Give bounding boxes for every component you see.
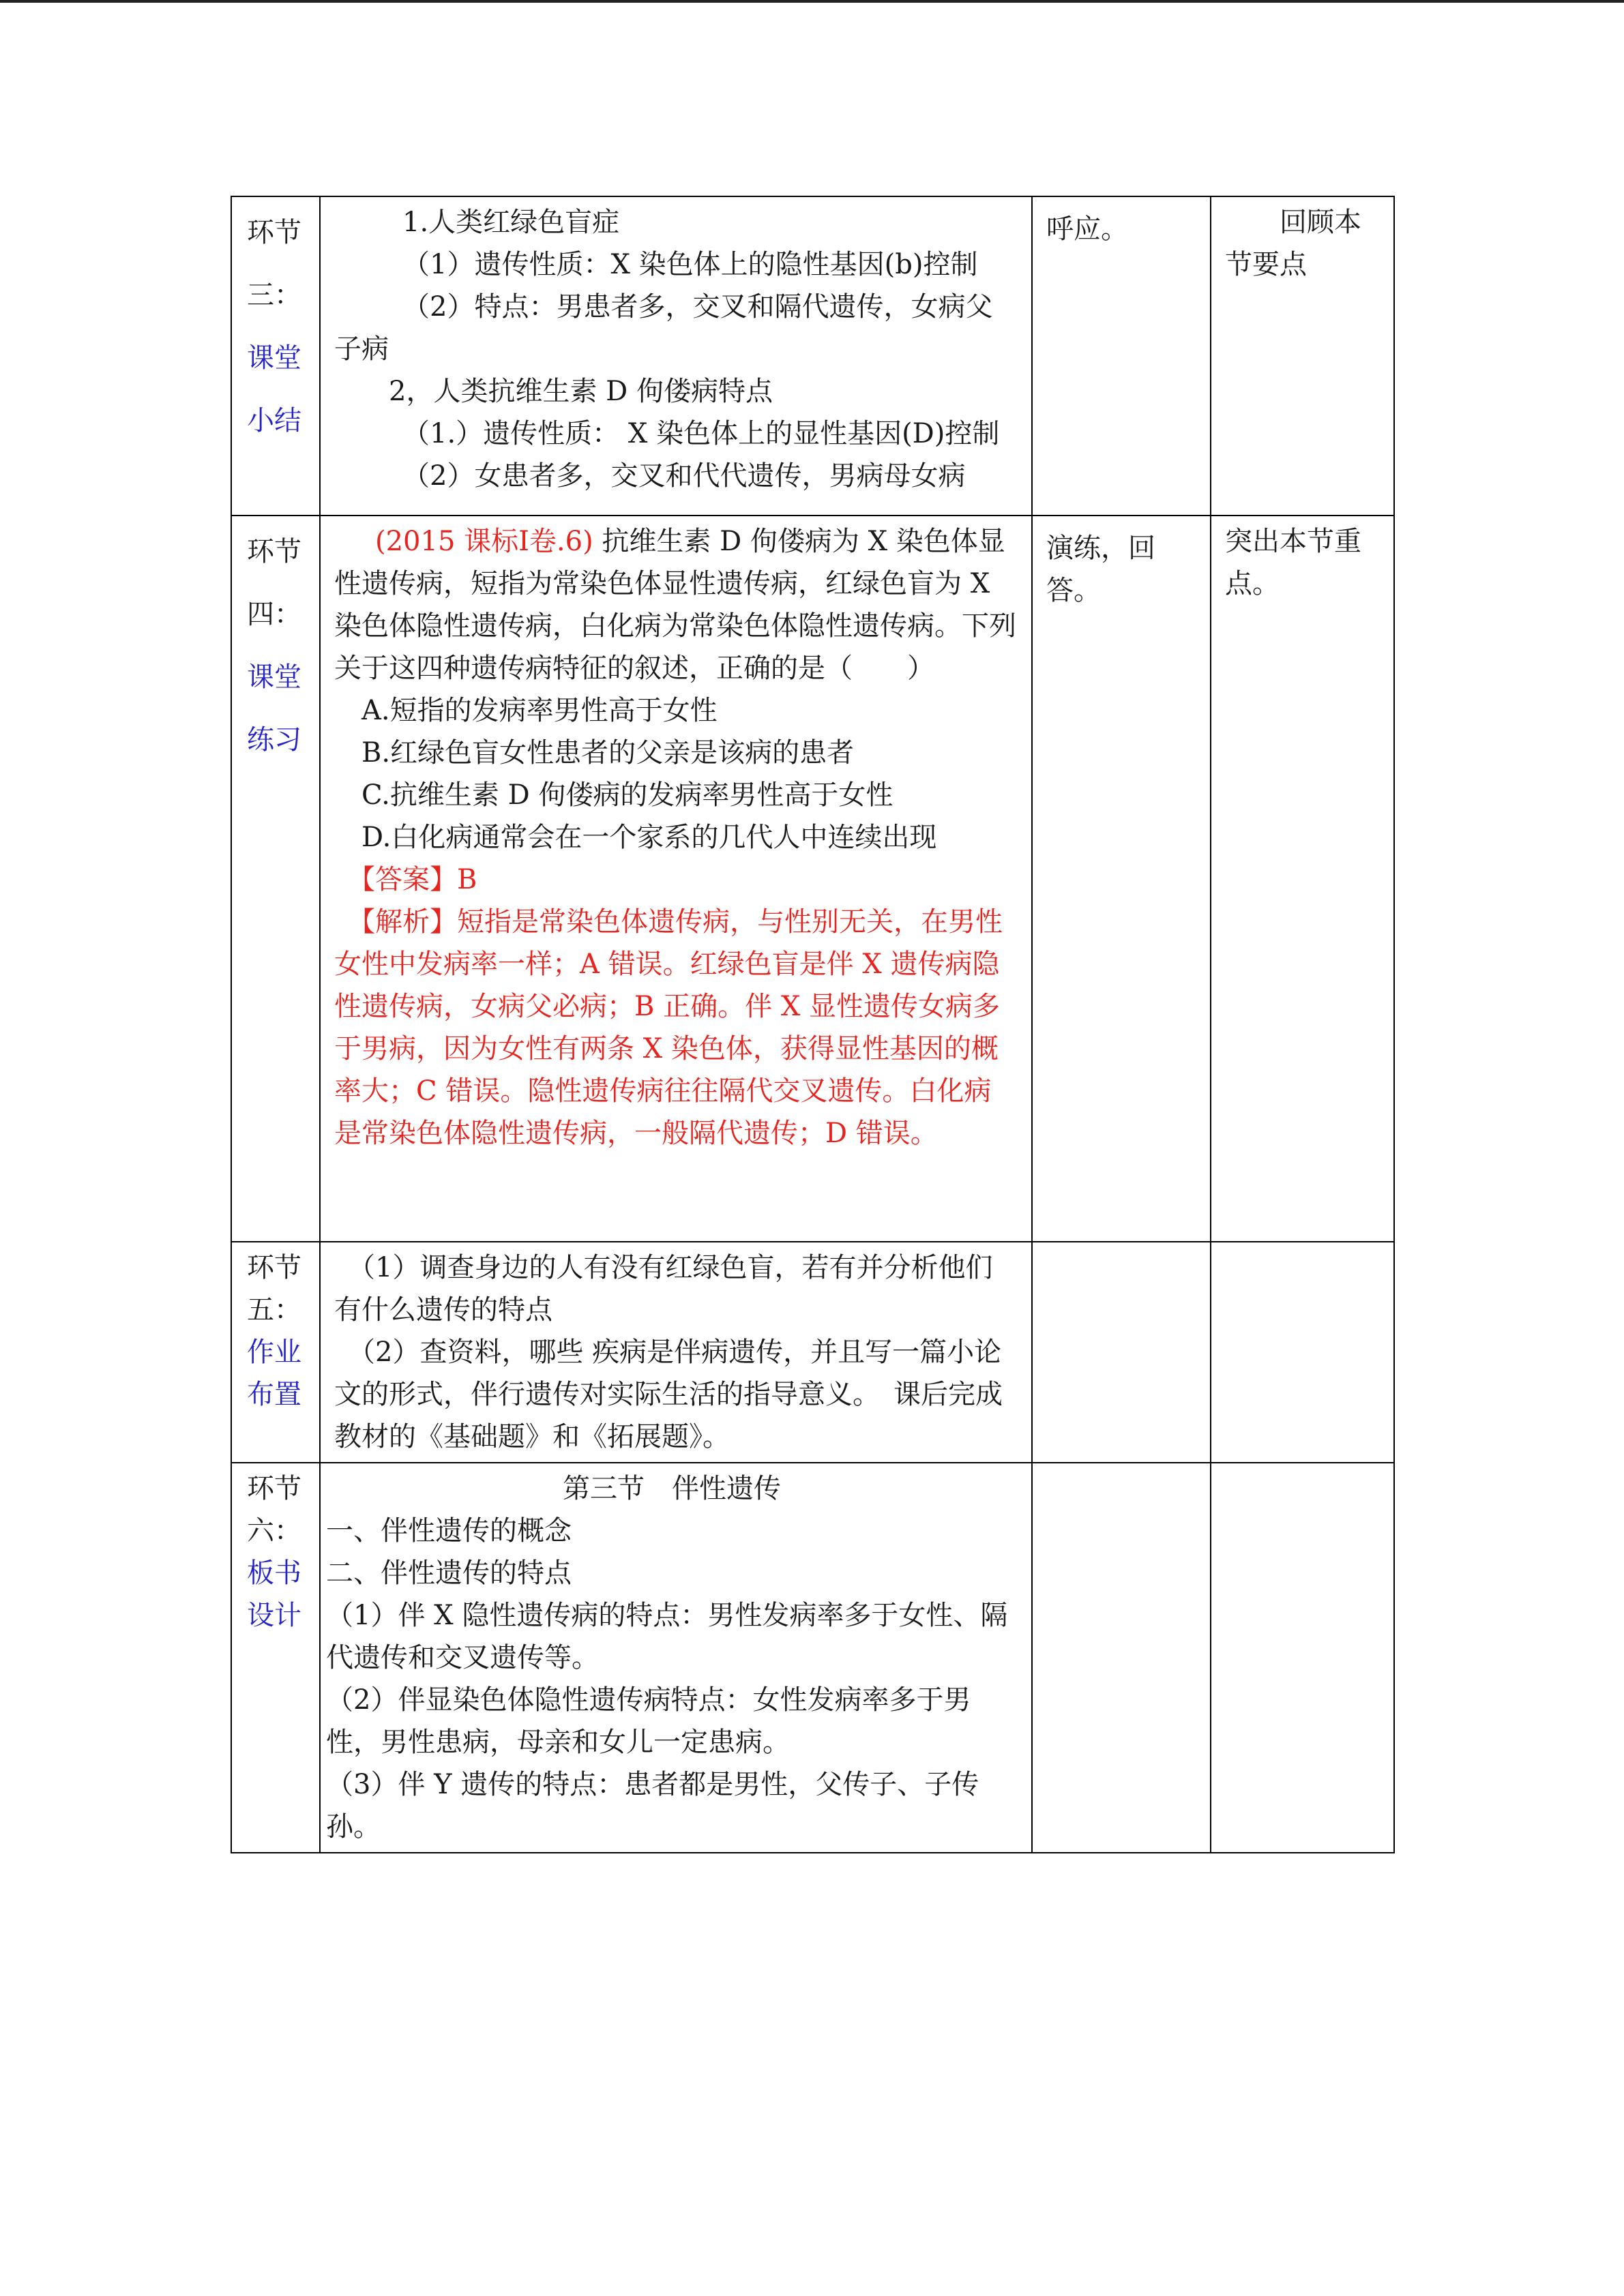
table-row — [231, 1463, 1394, 1853]
student-activity-cell — [1032, 1463, 1211, 1853]
option-line: B.红绿色盲女性患者的父亲是该病的患者 — [361, 737, 855, 769]
top-border-line — [0, 0, 1624, 3]
option-line: C.抗维生素 D 佝偻病的发病率男性高于女性 — [361, 779, 894, 811]
stage-title: 小结 — [247, 405, 301, 436]
stage-label: 三： — [247, 280, 301, 311]
content-line: （2）伴显染色体隐性遗传病特点：女性发病率多于男性，男性患病，母亲和女儿一定患病。 — [326, 1684, 971, 1758]
content-line: 二、伴性遗传的特点 — [326, 1557, 572, 1589]
content-line: （2）特点：男患者多，交叉和隔代遗传，女病父子病 — [334, 291, 993, 365]
content-cell — [320, 1463, 1032, 1853]
content-cell — [320, 516, 1032, 1242]
content-line: 一、伴性遗传的概念 — [326, 1515, 572, 1547]
content-line: （1.）遗传性质： X 染色体上的显性基因(D)控制 — [402, 418, 1000, 449]
option-line: A.短指的发病率男性高于女性 — [361, 695, 718, 726]
stage-label: 六： — [247, 1515, 301, 1547]
table-row — [231, 516, 1394, 1242]
content-line: （2）查资料，哪些 疾病是伴病遗传，并且写一篇小论文的形式，伴行遗传对实际生活的指导意义。 课后完成教材的《基础题》和《拓展题》。 — [334, 1337, 1003, 1452]
student-activity-cell — [1032, 516, 1211, 1242]
board-heading: 第三节 伴性遗传 — [563, 1473, 781, 1504]
student-activity-cell — [1032, 1242, 1211, 1463]
student-activity-text: 呼应。 — [1046, 213, 1128, 245]
stage-title: 课堂 — [247, 342, 301, 374]
stage-title: 课堂 — [247, 661, 301, 693]
analysis-paragraph: 【解析】短指是常染色体遗传病，与性别无关，在男性女性中发病率一样；A 错误。红绿色盲是伴 X 遗传病隐性遗传病，女病父必病；B 正确。伴 X 显性遗传女病多于男病，因为女性有两条 X 染色体，获得显性基因的概率大；C 错误。隐性遗传病往往隔代交叉遗传。白化病是常染色体隐性遗传病，一般隔代遗传；D 错误。 — [334, 906, 1003, 1149]
question-stem: 抗维生素 D 佝偻病为 X 染色体显性遗传病，短指为常染色体显性遗传病，红绿色盲为 X 染色体隐性遗传病，白化病为常染色体隐性遗传病。下列关于这四种遗传病特征的叙述，正确的是（ ） — [334, 526, 1016, 684]
design-intent-text: 回顾本节要点 — [1225, 207, 1361, 280]
content-line: 1.人类红绿色盲症 — [402, 207, 620, 238]
stage-label: 环节 — [247, 1473, 301, 1504]
stage-label: 环节 — [247, 536, 301, 567]
content-line: （2）女患者多，交叉和代代遗传，男病母女病 — [402, 460, 966, 492]
content-line: 2，人类抗维生素 D 佝偻病特点 — [389, 376, 773, 407]
option-line: D.白化病通常会在一个家系的几代人中连续出现 — [361, 822, 937, 853]
question-source: (2015 课标Ⅰ卷.6) — [375, 526, 593, 557]
stage-title: 作业 — [247, 1337, 301, 1368]
content-cell — [320, 1242, 1032, 1463]
design-intent-cell — [1211, 516, 1394, 1242]
stage-title: 设计 — [247, 1600, 301, 1631]
content-line: （1）伴 X 隐性遗传病的特点：男性发病率多于女性、隔代遗传和交叉遗传等。 — [326, 1600, 1008, 1673]
stage-title: 板书 — [247, 1557, 301, 1589]
stage-cell — [231, 516, 320, 1242]
stage-label: 环节 — [247, 1252, 301, 1283]
design-intent-cell — [1211, 196, 1394, 516]
content-line: （3）伴 Y 遗传的特点：患者都是男性，父传子、子传孙。 — [326, 1769, 979, 1843]
stage-cell — [231, 1463, 320, 1853]
content-cell — [320, 196, 1032, 516]
stage-label: 五： — [247, 1294, 301, 1326]
content-line: （1）遗传性质：X 染色体上的隐性基因(b)控制 — [402, 249, 978, 280]
design-intent-text: 突出本节重点。 — [1225, 526, 1361, 599]
content-line: （1）调查身边的人有没有红绿色盲，若有并分析他们有什么遗传的特点 — [334, 1252, 993, 1326]
question-paragraph — [334, 520, 1018, 689]
table-row — [231, 196, 1394, 516]
stage-label: 环节 — [247, 217, 301, 248]
student-activity-cell — [1032, 196, 1211, 516]
design-intent-cell — [1211, 1242, 1394, 1463]
lesson-plan-table — [231, 196, 1395, 1853]
stage-cell — [231, 1242, 320, 1463]
design-intent-cell — [1211, 1463, 1394, 1853]
student-activity-text: 演练，回答。 — [1046, 533, 1155, 606]
stage-title: 布置 — [247, 1379, 301, 1410]
stage-title: 练习 — [247, 724, 301, 756]
stage-label: 四： — [247, 599, 301, 630]
answer-line: 【答案】B — [348, 864, 477, 895]
table-row — [231, 1242, 1394, 1463]
stage-cell — [231, 196, 320, 516]
